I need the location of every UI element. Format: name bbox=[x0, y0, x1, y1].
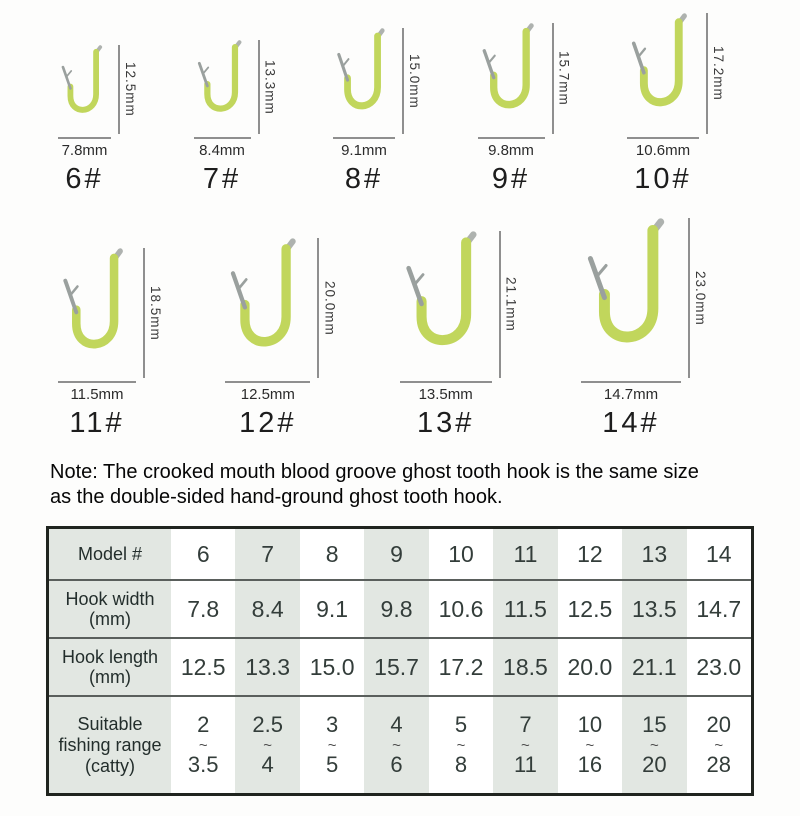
hook-length-label: 13.3mm bbox=[262, 59, 278, 115]
hook-model-label: 14# bbox=[602, 407, 660, 439]
hook-width-label: 9.1mm bbox=[341, 142, 387, 159]
note-text bbox=[50, 460, 750, 510]
row-header-line: Hook length bbox=[61, 646, 159, 667]
hook-model-label: 12# bbox=[239, 407, 297, 439]
table-cell: 13 bbox=[622, 529, 686, 579]
hook-length-label: 12.5mm bbox=[123, 62, 138, 117]
length-measure bbox=[706, 13, 726, 134]
hook-model-label: 13# bbox=[416, 407, 475, 439]
length-measure-line bbox=[552, 23, 554, 134]
hook-figure-7 bbox=[194, 40, 278, 196]
hook-figure-10 bbox=[627, 13, 726, 196]
tilde-separator: ~ bbox=[521, 736, 530, 754]
row-header-line: fishing range bbox=[58, 734, 162, 755]
length-measure bbox=[118, 45, 138, 134]
row-header-hook-length bbox=[49, 639, 171, 695]
table-cell: 10.6 bbox=[438, 595, 484, 622]
fishing-hook-illustration bbox=[194, 40, 251, 130]
tilde-separator: ~ bbox=[327, 736, 337, 754]
table-cell: 20 ~ 28 bbox=[706, 712, 731, 777]
length-measure bbox=[317, 238, 337, 378]
hook-figure-left bbox=[478, 23, 545, 196]
table-cell: 9 bbox=[364, 529, 428, 579]
hook-width-label: 13.5mm bbox=[418, 386, 473, 403]
hook-figure-left bbox=[581, 218, 681, 440]
table-row-hook-length bbox=[49, 637, 751, 695]
row-header-line: (catty) bbox=[84, 755, 135, 776]
hook-figure-6 bbox=[58, 45, 138, 196]
table-cell: 7 bbox=[235, 529, 299, 579]
hook-figure-left bbox=[225, 238, 310, 440]
hook-figure-12 bbox=[225, 238, 337, 440]
tilde-separator: ~ bbox=[263, 736, 273, 754]
length-measure-line bbox=[317, 238, 319, 378]
table-cell: 5 ~ 8 bbox=[454, 712, 468, 777]
hook-model-label: 9# bbox=[491, 163, 531, 195]
hook-length-label: 15.7mm bbox=[556, 51, 572, 106]
width-measure-line bbox=[58, 137, 111, 139]
table-row-hook-width bbox=[49, 579, 751, 637]
table-cell: 2.5 ~ 4 bbox=[235, 697, 299, 793]
table-cell: 10 bbox=[448, 540, 474, 567]
table-row-model bbox=[49, 529, 751, 579]
hook-figure-left bbox=[627, 13, 699, 196]
hook-figure-left bbox=[194, 40, 251, 196]
table-row-fishing-range bbox=[49, 695, 751, 793]
table-cell: 11 bbox=[493, 529, 557, 579]
hook-width-label: 10.6mm bbox=[635, 142, 691, 159]
table-cell: 7 ~ 11 bbox=[493, 697, 557, 793]
fishing-hook-illustration bbox=[225, 238, 310, 374]
table-cell: 20.0 bbox=[567, 653, 613, 680]
table-cell: 15.0 bbox=[309, 653, 355, 680]
table-cell: 12 bbox=[577, 540, 603, 567]
width-measure-line bbox=[478, 137, 545, 139]
width-measure-line bbox=[333, 137, 395, 139]
length-measure bbox=[499, 231, 519, 378]
table-cell: 13.5 bbox=[622, 581, 686, 637]
length-measure bbox=[258, 40, 278, 134]
hook-length-label: 15.0mm bbox=[407, 53, 422, 109]
table-cell: 12.5 bbox=[567, 595, 613, 622]
hook-model-label: 6# bbox=[65, 163, 104, 195]
tilde-separator: ~ bbox=[585, 736, 595, 754]
table-cell: 15 ~ 20 bbox=[622, 697, 686, 793]
hook-model-label: 7# bbox=[202, 163, 242, 195]
table-cell: 12.5 bbox=[180, 653, 226, 680]
fishing-hook-illustration bbox=[333, 28, 395, 130]
fishing-hook-illustration bbox=[58, 248, 136, 374]
hook-length-label: 17.2mm bbox=[711, 46, 726, 101]
row-header-line: Model # bbox=[77, 543, 143, 564]
width-measure-line bbox=[627, 137, 699, 139]
table-cell: 18.5 bbox=[493, 639, 557, 695]
length-measure bbox=[552, 23, 572, 134]
length-measure-line bbox=[118, 45, 120, 134]
fishing-hook-illustration bbox=[478, 23, 545, 130]
tilde-separator: ~ bbox=[456, 736, 466, 754]
hook-model-label: 8# bbox=[344, 163, 384, 195]
hook-figure-13 bbox=[400, 231, 519, 440]
fishing-hook-illustration bbox=[627, 13, 699, 130]
hook-length-label: 20.0mm bbox=[322, 280, 338, 336]
tilde-separator: ~ bbox=[198, 736, 208, 754]
note-line-2: as the double-sided hand-ground ghost tooth hook. bbox=[50, 486, 503, 509]
table-cell: 11.5 bbox=[493, 581, 557, 637]
table-cell: 3 ~ 5 bbox=[325, 712, 339, 777]
table-cell: 6 bbox=[196, 540, 210, 567]
hook-spec-table bbox=[46, 526, 754, 796]
note-line-1: Note: The crooked mouth blood groove ghost tooth hook is the same size bbox=[50, 461, 699, 483]
row-header-line: Hook width bbox=[65, 588, 155, 609]
table-cell: 13.3 bbox=[235, 639, 299, 695]
table-cell: 8.4 bbox=[235, 581, 299, 637]
length-measure-line bbox=[143, 248, 145, 378]
hook-width-label: 12.5mm bbox=[240, 386, 295, 403]
length-measure bbox=[143, 248, 163, 378]
table-cell: 9.8 bbox=[364, 581, 428, 637]
table-cell: 4 ~ 6 bbox=[364, 697, 428, 793]
length-measure-line bbox=[258, 40, 260, 134]
row-header-line: (mm) bbox=[89, 667, 131, 688]
tilde-separator: ~ bbox=[392, 736, 401, 754]
table-cell: 23.0 bbox=[696, 653, 742, 680]
hook-length-label: 23.0mm bbox=[692, 270, 708, 326]
hook-diagram-row-1 bbox=[0, 16, 800, 196]
length-measure-line bbox=[499, 231, 501, 378]
hook-width-label: 7.8mm bbox=[61, 142, 108, 159]
fishing-hook-illustration bbox=[58, 45, 111, 130]
length-measure bbox=[402, 28, 422, 134]
row-header-line: Suitable bbox=[77, 714, 143, 735]
row-header-line: (mm) bbox=[89, 609, 131, 630]
table-cell: 15.7 bbox=[364, 639, 428, 695]
tilde-separator: ~ bbox=[649, 736, 659, 754]
hook-width-label: 9.8mm bbox=[488, 142, 534, 159]
hook-figure-left bbox=[333, 28, 395, 196]
hook-width-label: 11.5mm bbox=[70, 386, 124, 403]
hook-length-label: 18.5mm bbox=[148, 285, 163, 341]
hook-figure-11 bbox=[58, 248, 163, 440]
hook-figure-9 bbox=[478, 23, 572, 196]
hook-diagram-row-2 bbox=[0, 226, 800, 440]
hook-figure-left bbox=[400, 231, 492, 440]
row-header-model bbox=[49, 529, 171, 579]
table-cell: 17.2 bbox=[438, 653, 484, 680]
hook-model-label: 10# bbox=[634, 163, 692, 195]
hook-figure-left bbox=[58, 248, 136, 440]
length-measure bbox=[688, 218, 708, 378]
hook-length-label: 21.1mm bbox=[503, 277, 519, 332]
table-cell: 9.1 bbox=[316, 595, 349, 622]
length-measure-line bbox=[688, 218, 690, 378]
row-header-hook-width bbox=[49, 581, 171, 637]
length-measure-line bbox=[402, 28, 404, 134]
table-cell: 10 ~ 16 bbox=[577, 712, 603, 777]
tilde-separator: ~ bbox=[714, 736, 724, 754]
hook-width-label: 14.7mm bbox=[603, 386, 659, 403]
hook-figure-14 bbox=[581, 218, 708, 440]
hook-figure-8 bbox=[333, 28, 422, 196]
table-cell: 2 ~ 3.5 bbox=[187, 712, 219, 777]
table-cell: 14.7 bbox=[696, 595, 742, 622]
width-measure-line bbox=[194, 137, 251, 139]
table-cell: 7.8 bbox=[187, 595, 220, 622]
table-cell: 8 bbox=[325, 540, 339, 567]
fishing-hook-illustration bbox=[581, 218, 681, 374]
hook-model-label: 11# bbox=[69, 407, 125, 439]
width-measure-line bbox=[400, 381, 492, 383]
table-cell: 14 bbox=[705, 540, 732, 567]
length-measure-line bbox=[706, 13, 708, 134]
fishing-hook-illustration bbox=[400, 231, 492, 374]
hook-width-label: 8.4mm bbox=[199, 142, 245, 159]
width-measure-line bbox=[581, 381, 681, 383]
width-measure-line bbox=[225, 381, 310, 383]
row-header-fishing-range bbox=[49, 697, 171, 793]
width-measure-line bbox=[58, 381, 136, 383]
hook-figure-left bbox=[58, 45, 111, 196]
table-cell: 21.1 bbox=[622, 639, 686, 695]
